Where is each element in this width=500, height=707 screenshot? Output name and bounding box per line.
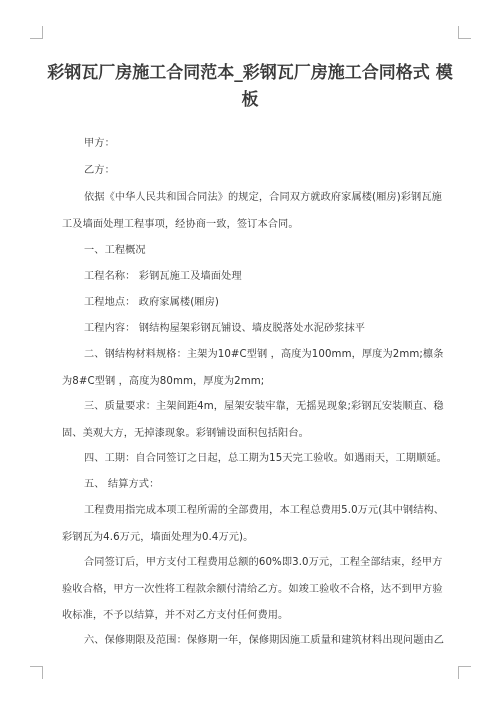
preamble-paragraph: 依据《中华人民共和国合同法》的规定，合同双方就政府家属楼(厢房)彩钢瓦施工及墙面处理工程事项，经协商一致，签订本合同。 (62, 192, 442, 230)
section-5-heading: 五、 结算方式： (84, 479, 160, 490)
document-title: 彩钢瓦厂房施工合同范本_彩钢瓦厂房施工合同格式 模板 (47, 63, 453, 110)
crop-mark-bottom-left (30, 666, 43, 679)
total-cost-paragraph: 工程费用指完成本项工程所需的全部费用，本工程总费用5.0万元(其中钢结构、彩钢瓦为4.6万元，墙面处理为0.4万元)。 (62, 505, 445, 543)
project-location-line: 工程地点： 政府家属楼(厢房) (84, 297, 219, 308)
section-6-paragraph: 六、保修期限及范围：保修期一年，保修期因施工质量和建筑材料出现问题由乙 (84, 635, 445, 646)
section-1-heading: 一、工程概况 (84, 245, 146, 256)
project-name-line: 工程名称： 彩钢瓦施工及墙面处理 (84, 271, 242, 282)
crop-mark-top-right (458, 26, 471, 39)
project-content-line: 工程内容： 钢结构屋架彩钢瓦铺设、墙皮脱落处水泥砂浆抹平 (84, 323, 366, 334)
section-3-paragraph: 三、质量要求：主架间距4m，屋架安装牢靠，无摇晃现象;彩钢瓦安装顺直、稳固、美观大方，无掉漆现象。彩钢铺设面积包括阳台。 (62, 401, 444, 439)
party-a-line: 甲方： (84, 138, 115, 149)
section-2-paragraph: 二、钢结构材料规格：主架为10#C型钢 ，高度为100mm，厚度为2mm;檩条为8#C型钢 ，高度为80mm，厚度为2mm; (62, 349, 444, 387)
section-4-paragraph: 四、工期：自合同签订之日起，总工期为15天完工验收。如遇雨天，工期顺延。 (84, 453, 447, 464)
crop-mark-bottom-right (458, 666, 471, 679)
party-b-line: 乙方： (84, 165, 115, 176)
payment-terms-paragraph: 合同签订后，甲方支付工程费用总额的60%即3.0万元，工程全部结束，经甲方验收合格，甲方一次性将工程款余额付清给乙方。如竣工验收不合格，达不到甲方验收标准，不予以结算，并不对乙方支付任何费用。 (62, 557, 443, 621)
crop-mark-top-left (30, 26, 43, 39)
